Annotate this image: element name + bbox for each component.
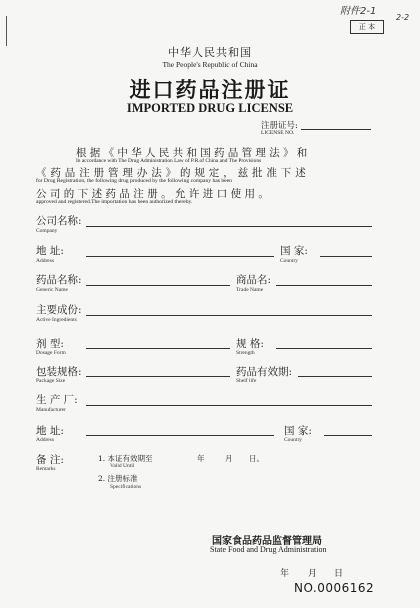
margin-mark [6, 16, 7, 46]
strength-field[interactable] [276, 348, 372, 349]
serial-prefix: NO. [294, 581, 318, 595]
dosage-label-en: Dosage Form [36, 350, 66, 356]
manufacturer-address-field[interactable] [86, 435, 274, 436]
company-label: 公司名称: [36, 215, 82, 227]
dosage-field[interactable] [86, 348, 230, 349]
intro-cn-2: 《药品注册管理办法》的规定，兹批准下述 [36, 167, 310, 179]
intro-en-2: for Drug Registration, the following drug produced by the following company has been [36, 178, 232, 184]
page-title: 进口药品注册证 [129, 77, 291, 102]
address-label-en: Address [36, 258, 55, 264]
trade-name-field[interactable] [276, 285, 372, 286]
issue-date-year: 年 [280, 569, 290, 579]
intro-cn-3: 公司的下述药品注册。允许进口使用。 [36, 188, 273, 200]
manufacturer-address-label-en: Address [36, 437, 55, 443]
page-title-en: IMPORTED DRUG LICENSE [126, 101, 294, 115]
country-label: 国 家: [280, 245, 308, 257]
issue-date-month: 月 [308, 569, 318, 579]
copy-mark: 正 本 [350, 20, 384, 34]
issuing-authority-en: State Food and Drug Administration [210, 545, 327, 554]
manufacturer-field[interactable] [86, 405, 372, 406]
trade-name-label-en: Trade Name [236, 287, 264, 293]
manufacturer-country-label-en: Country [284, 437, 303, 443]
license-no-line [301, 129, 371, 130]
serial-digits: 0006162 [317, 581, 375, 595]
handwritten-note-text: 附件2-1 [340, 6, 377, 17]
ingredients-label-en: Active Ingredients [36, 317, 77, 323]
country-label-en: Country [280, 258, 299, 264]
remark-1: 1. 本证有效期至 [98, 454, 153, 463]
intro-en-3: approved and registered.The importation has been authorized thereby. [36, 199, 193, 205]
company-label-en: Company [36, 228, 58, 234]
serial-number [294, 581, 374, 595]
dosage-label: 剂 型: [36, 338, 64, 350]
country-cn: 中华人民共和国 [168, 46, 252, 59]
intro-en-1: In accordance with The Drug Administration Law of P.R.of China and The Provisions [76, 158, 262, 164]
drug-name-label: 药品名称: [36, 274, 82, 286]
company-field[interactable] [86, 226, 372, 227]
manufacturer-label: 生 产 厂: [36, 394, 78, 406]
package-label: 包装规格: [36, 366, 82, 378]
country-field[interactable] [320, 256, 372, 257]
strength-label-en: Strength [236, 350, 255, 356]
remarks-label-en: Remarks [36, 466, 56, 472]
remark-1-year: 年 [197, 454, 205, 463]
manufacturer-country-field[interactable] [324, 435, 372, 436]
handwritten-note-2: 2-2 [396, 13, 410, 22]
package-field[interactable] [86, 376, 230, 377]
shelf-life-label-en: Shelf life [236, 378, 257, 384]
ingredients-label: 主要成份: [36, 304, 82, 316]
trade-name-label: 商品名: [236, 274, 272, 286]
country-en: The People's Republic of China [162, 60, 258, 69]
shelf-life-label: 药品有效期: [236, 366, 293, 378]
manufacturer-address-label: 地 址: [36, 425, 64, 437]
remarks-label: 备 注: [36, 454, 64, 466]
remark-1-day: 日。 [249, 454, 264, 463]
intro-cn-1: 根据《中华人民共和国药品管理法》和 [76, 147, 311, 159]
remark-1-en: Valid Until [110, 463, 135, 469]
manufacturer-label-en: Manufacturer [36, 407, 66, 413]
shelf-life-field[interactable] [298, 376, 372, 377]
ingredients-field[interactable] [86, 315, 372, 316]
address-field[interactable] [86, 256, 274, 257]
remark-1-month: 月 [225, 454, 233, 463]
issuing-authority: 国家食品药品监督管理局 [212, 536, 322, 547]
drug-name-label-en: Generic Name [36, 287, 68, 293]
remark-2: 2. 注册标准 [98, 474, 138, 483]
license-no-label-en: LICENSE NO. [261, 130, 295, 136]
address-label: 地 址: [36, 245, 64, 257]
drug-name-field[interactable] [86, 285, 230, 286]
manufacturer-country-label: 国 家: [284, 425, 312, 437]
strength-label: 规 格: [236, 338, 264, 350]
handwritten-note [340, 2, 376, 17]
license-no-label: 注册证号: [261, 121, 298, 131]
issue-date-day: 日 [334, 569, 344, 579]
package-label-en: Package Size [36, 378, 66, 384]
remark-2-en: Specifications [110, 484, 142, 490]
